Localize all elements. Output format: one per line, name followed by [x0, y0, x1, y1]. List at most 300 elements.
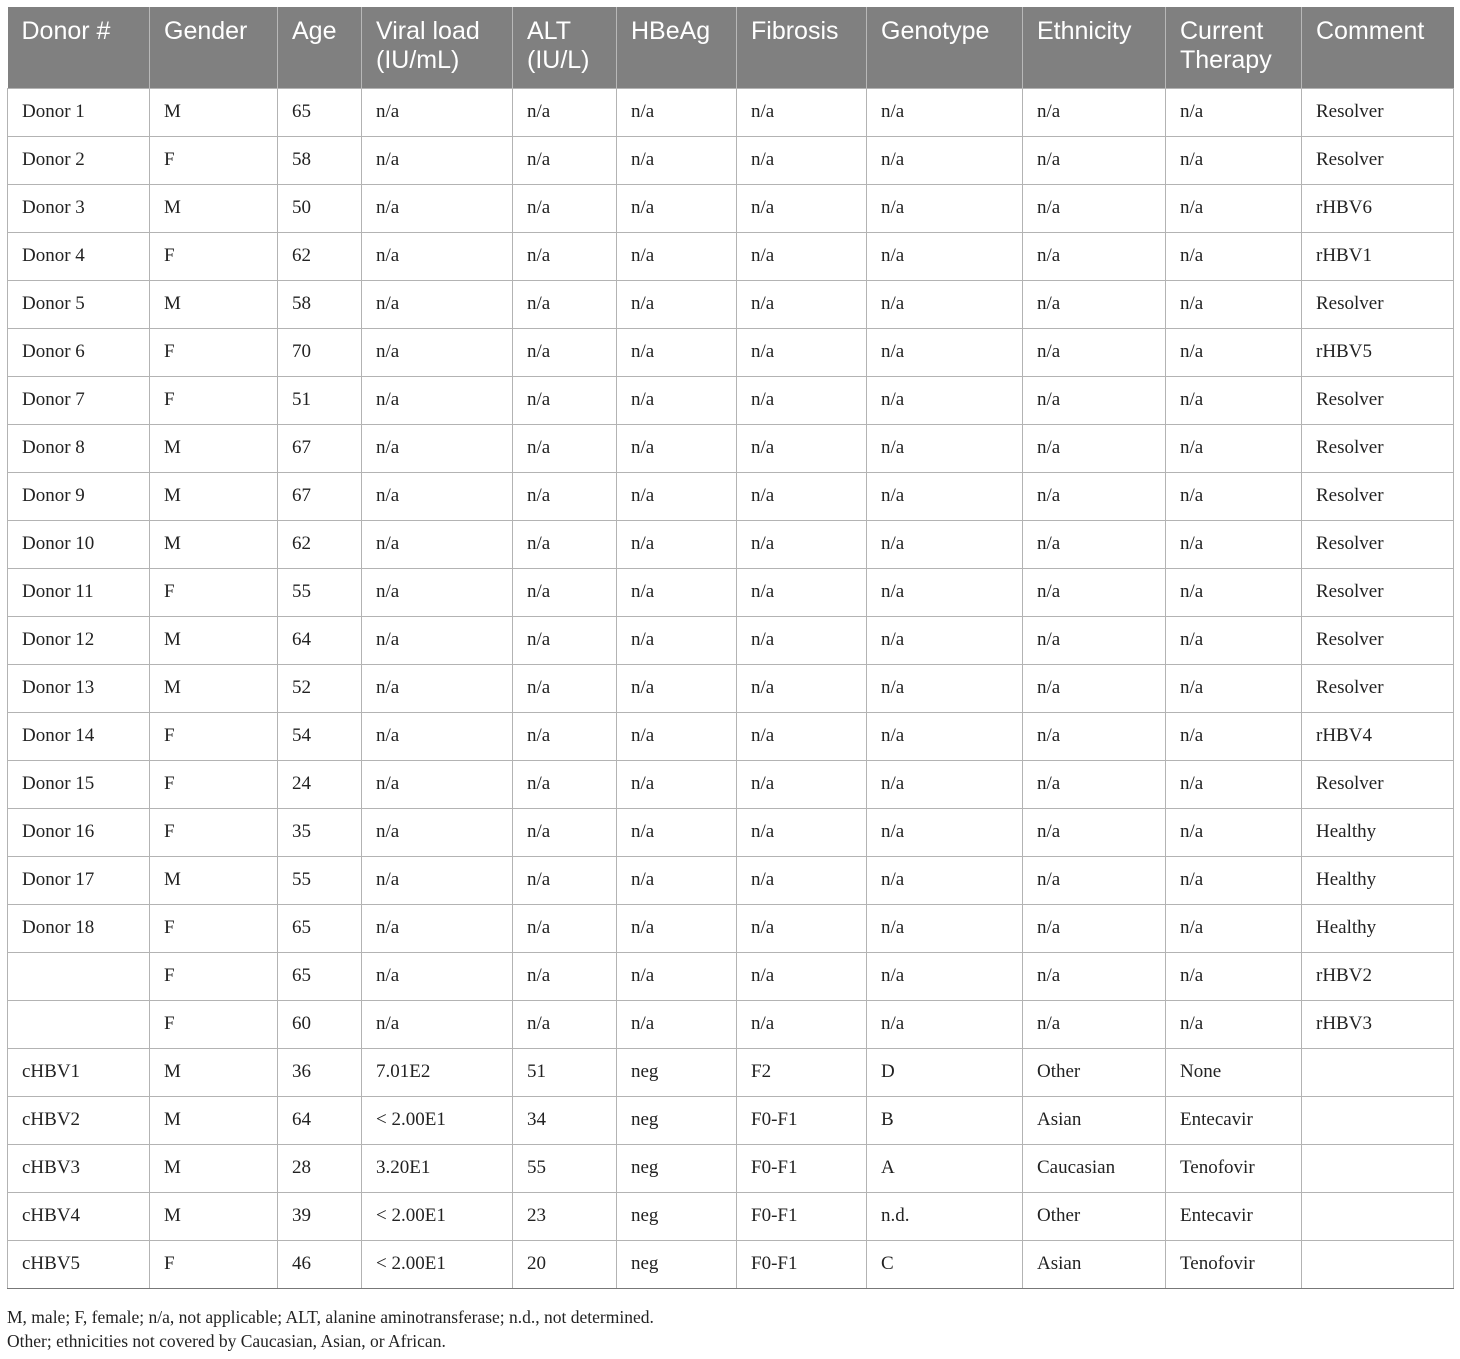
table-cell: n/a	[513, 760, 617, 808]
table-cell: n/a	[737, 808, 867, 856]
column-header-label: Therapy	[1180, 46, 1272, 74]
table-cell: n/a	[867, 424, 1023, 472]
table-cell: 23	[513, 1192, 617, 1240]
table-cell: n/a	[1023, 328, 1166, 376]
table-cell: n/a	[513, 184, 617, 232]
table-cell: rHBV3	[1302, 1000, 1454, 1048]
table-cell: 54	[278, 712, 362, 760]
column-header-label: Donor #	[21, 17, 111, 45]
table-cell: n/a	[1023, 616, 1166, 664]
table-cell: n/a	[1166, 520, 1302, 568]
table-footnotes	[7, 1305, 654, 1353]
table-cell: F	[150, 328, 278, 376]
table-cell: n/a	[1166, 232, 1302, 280]
table-cell: F	[150, 808, 278, 856]
table-cell: n/a	[1166, 424, 1302, 472]
table-cell: n/a	[513, 568, 617, 616]
table-cell: 24	[278, 760, 362, 808]
table-row	[8, 1144, 1454, 1192]
table-cell: n/a	[362, 520, 513, 568]
table-cell: n/a	[1023, 712, 1166, 760]
table-cell: n/a	[867, 952, 1023, 1000]
table-cell: n/a	[737, 424, 867, 472]
table-cell: n/a	[362, 136, 513, 184]
column-header-label: Fibrosis	[751, 17, 839, 45]
table-cell: rHBV1	[1302, 232, 1454, 280]
table-cell: n/a	[1166, 376, 1302, 424]
table-cell: cHBV3	[8, 1144, 150, 1192]
table-cell: 36	[278, 1048, 362, 1096]
table-cell: n/a	[1166, 472, 1302, 520]
table-cell: 58	[278, 136, 362, 184]
table-cell: Asian	[1023, 1096, 1166, 1144]
table-row	[8, 1096, 1454, 1144]
table-cell: 65	[278, 88, 362, 136]
table-row	[8, 136, 1454, 184]
table-cell: n/a	[867, 1000, 1023, 1048]
table-cell: n/a	[867, 328, 1023, 376]
table-row	[8, 1192, 1454, 1240]
table-cell: n/a	[617, 280, 737, 328]
column-header	[1302, 7, 1454, 88]
table-cell: F	[150, 712, 278, 760]
table-cell: n/a	[737, 376, 867, 424]
table-cell: M	[150, 1144, 278, 1192]
column-header	[617, 7, 737, 88]
column-header-label: Comment	[1316, 17, 1425, 45]
table-cell: n/a	[867, 376, 1023, 424]
table-cell: n/a	[617, 328, 737, 376]
table-cell: Donor 16	[8, 808, 150, 856]
table-cell: F	[150, 376, 278, 424]
table-cell: Donor 17	[8, 856, 150, 904]
table-cell	[1302, 1048, 1454, 1096]
table-cell: 28	[278, 1144, 362, 1192]
table-cell: M	[150, 520, 278, 568]
table-cell: Donor 11	[8, 568, 150, 616]
table-cell: n/a	[1023, 280, 1166, 328]
table-cell: 67	[278, 424, 362, 472]
table-cell: Entecavir	[1166, 1192, 1302, 1240]
table-cell: Donor 1	[8, 88, 150, 136]
table-cell: F	[150, 1240, 278, 1288]
table-cell: Resolver	[1302, 664, 1454, 712]
table-cell: F	[150, 904, 278, 952]
table-cell: n/a	[867, 616, 1023, 664]
table-cell: n/a	[867, 184, 1023, 232]
table-cell: n/a	[617, 952, 737, 1000]
table-cell: 65	[278, 904, 362, 952]
donor-characteristics-document	[7, 7, 1453, 1289]
table-cell: n/a	[737, 760, 867, 808]
table-cell: n/a	[362, 856, 513, 904]
table-cell	[8, 1000, 150, 1048]
table-cell: n/a	[1166, 856, 1302, 904]
table-cell: n/a	[867, 232, 1023, 280]
table-cell: < 2.00E1	[362, 1192, 513, 1240]
column-header-label: (IU/L)	[527, 46, 590, 74]
table-cell: F	[150, 760, 278, 808]
table-cell: n/a	[737, 616, 867, 664]
table-cell: Donor 14	[8, 712, 150, 760]
table-cell: 62	[278, 520, 362, 568]
table-cell: M	[150, 1096, 278, 1144]
table-cell: n/a	[737, 712, 867, 760]
table-cell: n/a	[617, 472, 737, 520]
table-cell: Donor 18	[8, 904, 150, 952]
table-cell: B	[867, 1096, 1023, 1144]
table-cell: Tenofovir	[1166, 1144, 1302, 1192]
table-cell: n/a	[617, 424, 737, 472]
table-cell: n/a	[867, 808, 1023, 856]
table-cell: n/a	[362, 184, 513, 232]
table-cell: n/a	[1023, 136, 1166, 184]
table-header-row	[8, 7, 1454, 88]
table-row	[8, 520, 1454, 568]
table-cell: n/a	[362, 712, 513, 760]
table-cell: n/a	[737, 328, 867, 376]
table-cell: cHBV2	[8, 1096, 150, 1144]
table-row	[8, 376, 1454, 424]
table-cell: n/a	[1166, 664, 1302, 712]
table-cell: A	[867, 1144, 1023, 1192]
table-cell: n/a	[737, 184, 867, 232]
table-cell: n/a	[867, 520, 1023, 568]
table-cell: n/a	[1023, 472, 1166, 520]
table-cell: n/a	[513, 232, 617, 280]
table-row	[8, 568, 1454, 616]
table-cell: n/a	[737, 232, 867, 280]
column-header	[150, 7, 278, 88]
table-cell: 70	[278, 328, 362, 376]
table-cell: n/a	[1023, 904, 1166, 952]
table-cell: n/a	[1166, 904, 1302, 952]
table-cell: n/a	[617, 904, 737, 952]
table-row	[8, 616, 1454, 664]
table-cell: n/a	[617, 568, 737, 616]
table-cell: n/a	[513, 664, 617, 712]
table-cell: neg	[617, 1144, 737, 1192]
table-cell: n/a	[362, 424, 513, 472]
table-cell: Resolver	[1302, 136, 1454, 184]
column-header-label: Viral load	[376, 17, 480, 45]
table-cell: n/a	[737, 568, 867, 616]
table-cell: n/a	[1023, 376, 1166, 424]
column-header	[737, 7, 867, 88]
table-cell: n/a	[617, 184, 737, 232]
column-header	[8, 7, 150, 88]
table-cell: Donor 8	[8, 424, 150, 472]
table-cell: n/a	[362, 280, 513, 328]
table-row	[8, 280, 1454, 328]
table-cell: Donor 13	[8, 664, 150, 712]
table-cell: n/a	[1023, 568, 1166, 616]
table-cell: n/a	[867, 568, 1023, 616]
table-cell: M	[150, 424, 278, 472]
table-cell: n/a	[617, 856, 737, 904]
table-cell: n/a	[362, 88, 513, 136]
table-cell: F	[150, 136, 278, 184]
table-cell: n/a	[362, 1000, 513, 1048]
table-cell: Entecavir	[1166, 1096, 1302, 1144]
table-cell: n/a	[737, 904, 867, 952]
table-cell: M	[150, 1192, 278, 1240]
table-cell: < 2.00E1	[362, 1096, 513, 1144]
table-cell: 50	[278, 184, 362, 232]
table-cell: n/a	[737, 88, 867, 136]
table-cell: n/a	[513, 88, 617, 136]
table-row	[8, 1048, 1454, 1096]
table-cell: rHBV2	[1302, 952, 1454, 1000]
table-cell: n/a	[362, 664, 513, 712]
column-header	[1166, 7, 1302, 88]
table-cell: Tenofovir	[1166, 1240, 1302, 1288]
table-cell: neg	[617, 1240, 737, 1288]
table-cell: n/a	[513, 904, 617, 952]
table-cell	[8, 952, 150, 1000]
table-cell: n/a	[362, 232, 513, 280]
table-cell: 52	[278, 664, 362, 712]
table-cell: cHBV4	[8, 1192, 150, 1240]
table-cell: 65	[278, 952, 362, 1000]
table-cell: n/a	[513, 328, 617, 376]
column-header	[1023, 7, 1166, 88]
footnote-ethnicity: Other; ethnicities not covered by Caucasian, Asian, or African.	[7, 1331, 446, 1351]
table-cell: n/a	[617, 1000, 737, 1048]
table-cell: Donor 9	[8, 472, 150, 520]
table-cell: n/a	[1023, 184, 1166, 232]
table-cell: None	[1166, 1048, 1302, 1096]
table-cell: n/a	[617, 88, 737, 136]
column-header-label: (IU/mL)	[376, 46, 460, 74]
table-cell: 62	[278, 232, 362, 280]
table-cell: 46	[278, 1240, 362, 1288]
table-cell: n/a	[1166, 952, 1302, 1000]
table-cell: F	[150, 232, 278, 280]
table-cell: Other	[1023, 1048, 1166, 1096]
column-header-label: Current	[1180, 17, 1264, 45]
table-cell: 3.20E1	[362, 1144, 513, 1192]
table-cell: 64	[278, 1096, 362, 1144]
table-cell: n/a	[617, 232, 737, 280]
table-cell: n/a	[867, 760, 1023, 808]
table-cell: 55	[278, 568, 362, 616]
table-cell: Donor 7	[8, 376, 150, 424]
table-cell: cHBV1	[8, 1048, 150, 1096]
table-cell: Donor 5	[8, 280, 150, 328]
table-cell: n/a	[1023, 760, 1166, 808]
table-cell: Donor 4	[8, 232, 150, 280]
table-cell: n/a	[867, 856, 1023, 904]
table-cell: n/a	[513, 376, 617, 424]
table-cell: n/a	[513, 616, 617, 664]
table-cell: F0-F1	[737, 1240, 867, 1288]
table-cell: n/a	[1023, 856, 1166, 904]
table-cell: n/a	[867, 904, 1023, 952]
table-row	[8, 808, 1454, 856]
column-header	[513, 7, 617, 88]
table-cell: n/a	[1166, 1000, 1302, 1048]
table-cell: Donor 15	[8, 760, 150, 808]
table-cell: 55	[278, 856, 362, 904]
table-cell	[1302, 1096, 1454, 1144]
table-cell: 67	[278, 472, 362, 520]
table-cell: Donor 3	[8, 184, 150, 232]
table-cell: n/a	[617, 808, 737, 856]
table-cell: n/a	[513, 952, 617, 1000]
table-cell: n/a	[1166, 328, 1302, 376]
table-cell: Other	[1023, 1192, 1166, 1240]
table-cell: n/a	[1166, 280, 1302, 328]
table-cell: Resolver	[1302, 88, 1454, 136]
table-cell: n/a	[362, 568, 513, 616]
column-header	[867, 7, 1023, 88]
table-cell: n/a	[737, 136, 867, 184]
table-cell: n/a	[1023, 664, 1166, 712]
table-row	[8, 856, 1454, 904]
table-cell: 55	[513, 1144, 617, 1192]
table-cell: M	[150, 616, 278, 664]
table-cell: Resolver	[1302, 616, 1454, 664]
table-cell: Healthy	[1302, 808, 1454, 856]
table-cell: n/a	[867, 280, 1023, 328]
table-cell: n/a	[617, 664, 737, 712]
table-cell: 64	[278, 616, 362, 664]
table-cell: Caucasian	[1023, 1144, 1166, 1192]
table-cell: 51	[278, 376, 362, 424]
table-cell: n/a	[1023, 232, 1166, 280]
table-cell: Resolver	[1302, 760, 1454, 808]
table-cell: neg	[617, 1096, 737, 1144]
table-cell: M	[150, 184, 278, 232]
column-header-label: ALT	[527, 17, 571, 45]
table-cell: Donor 2	[8, 136, 150, 184]
table-cell: M	[150, 664, 278, 712]
table-cell: n/a	[513, 280, 617, 328]
table-cell: n/a	[362, 952, 513, 1000]
table-cell: n/a	[737, 472, 867, 520]
table-cell: n/a	[617, 760, 737, 808]
table-cell: n/a	[1166, 184, 1302, 232]
table-cell: Donor 10	[8, 520, 150, 568]
table-cell: M	[150, 1048, 278, 1096]
table-cell: Donor 12	[8, 616, 150, 664]
table-cell: n/a	[737, 520, 867, 568]
table-cell: 58	[278, 280, 362, 328]
table-cell	[1302, 1144, 1454, 1192]
table-cell: n/a	[513, 472, 617, 520]
table-row	[8, 184, 1454, 232]
donor-characteristics-table	[7, 7, 1454, 1289]
table-cell: n/a	[1023, 808, 1166, 856]
table-cell: n/a	[1166, 88, 1302, 136]
table-cell: n/a	[362, 616, 513, 664]
table-cell: n/a	[513, 808, 617, 856]
table-cell: Resolver	[1302, 376, 1454, 424]
table-cell: n/a	[737, 952, 867, 1000]
table-cell: M	[150, 280, 278, 328]
table-cell: n/a	[362, 376, 513, 424]
table-cell: 20	[513, 1240, 617, 1288]
table-cell: Resolver	[1302, 280, 1454, 328]
table-cell: 34	[513, 1096, 617, 1144]
table-cell: M	[150, 472, 278, 520]
table-cell: rHBV6	[1302, 184, 1454, 232]
footnote-abbreviations: M, male; F, female; n/a, not applicable; ALT, alanine aminotransferase; n.d., not determined.	[7, 1307, 654, 1327]
table-cell: n/a	[1023, 952, 1166, 1000]
table-cell: < 2.00E1	[362, 1240, 513, 1288]
table-row	[8, 232, 1454, 280]
table-cell: n/a	[1166, 808, 1302, 856]
table-cell: n/a	[617, 136, 737, 184]
table-cell: n/a	[1023, 88, 1166, 136]
table-row	[8, 88, 1454, 136]
table-cell: n/a	[1023, 520, 1166, 568]
table-cell: n/a	[867, 136, 1023, 184]
table-row	[8, 952, 1454, 1000]
table-cell: n/a	[513, 856, 617, 904]
table-cell: F0-F1	[737, 1192, 867, 1240]
table-cell: n/a	[617, 376, 737, 424]
column-header	[362, 7, 513, 88]
table-cell: cHBV5	[8, 1240, 150, 1288]
table-row	[8, 1240, 1454, 1288]
table-cell: n/a	[617, 616, 737, 664]
table-cell: M	[150, 88, 278, 136]
table-row	[8, 712, 1454, 760]
table-cell: n/a	[737, 280, 867, 328]
table-cell: n/a	[617, 712, 737, 760]
table-cell: F0-F1	[737, 1144, 867, 1192]
table-cell: C	[867, 1240, 1023, 1288]
table-row	[8, 424, 1454, 472]
table-body	[8, 88, 1454, 1288]
table-cell	[1302, 1240, 1454, 1288]
table-cell: M	[150, 856, 278, 904]
table-cell: neg	[617, 1048, 737, 1096]
table-cell: rHBV5	[1302, 328, 1454, 376]
table-cell: n/a	[513, 520, 617, 568]
table-cell: Donor 6	[8, 328, 150, 376]
table-cell: 60	[278, 1000, 362, 1048]
table-cell: Healthy	[1302, 856, 1454, 904]
table-cell: n/a	[867, 88, 1023, 136]
table-cell	[1302, 1192, 1454, 1240]
table-cell: n/a	[737, 1000, 867, 1048]
column-header-label: HBeAg	[631, 17, 711, 45]
column-header-label: Ethnicity	[1037, 17, 1132, 45]
table-cell: F	[150, 1000, 278, 1048]
column-header	[278, 7, 362, 88]
table-cell: F	[150, 568, 278, 616]
column-header-label: Gender	[164, 17, 248, 45]
table-cell: n/a	[867, 664, 1023, 712]
table-cell: F2	[737, 1048, 867, 1096]
table-cell: Resolver	[1302, 472, 1454, 520]
table-cell: Asian	[1023, 1240, 1166, 1288]
table-cell: Resolver	[1302, 424, 1454, 472]
table-cell: n/a	[362, 808, 513, 856]
column-header-label: Genotype	[881, 17, 990, 45]
table-cell: n/a	[1166, 568, 1302, 616]
table-cell: F0-F1	[737, 1096, 867, 1144]
table-cell: n/a	[513, 424, 617, 472]
table-cell: D	[867, 1048, 1023, 1096]
table-cell: n/a	[737, 856, 867, 904]
table-row	[8, 904, 1454, 952]
table-cell: n/a	[1166, 760, 1302, 808]
table-cell: neg	[617, 1192, 737, 1240]
